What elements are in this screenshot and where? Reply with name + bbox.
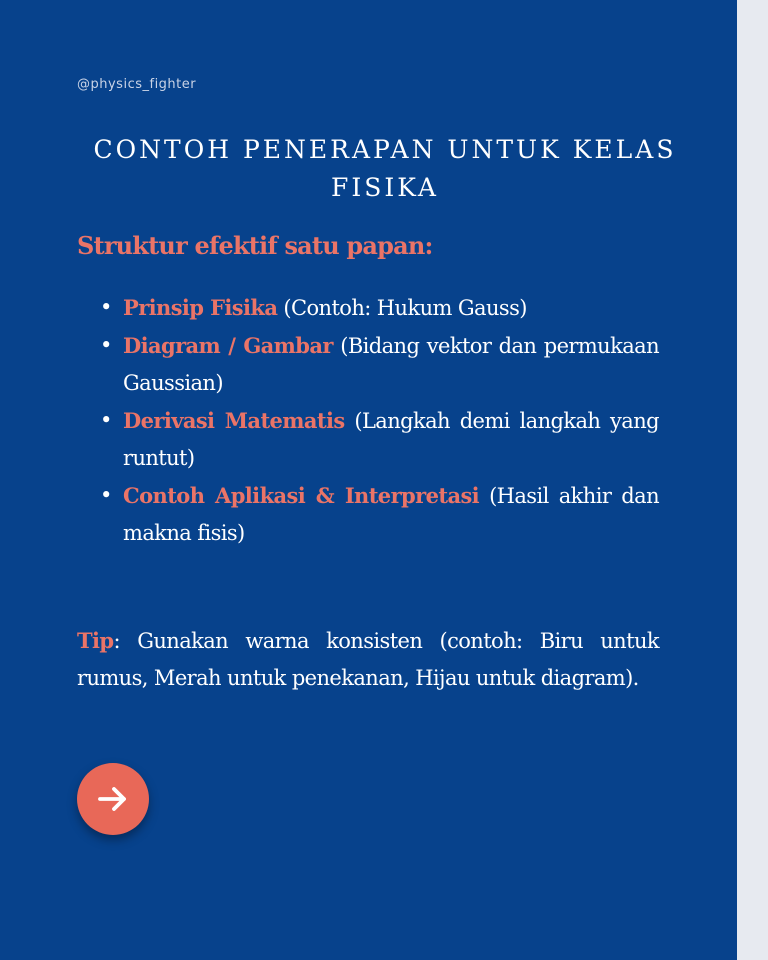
section-subheading: Struktur efektif satu papan:	[77, 231, 433, 260]
list-item	[100, 402, 659, 477]
arrow-right-icon	[93, 779, 133, 819]
list-item	[100, 289, 659, 327]
bullet-icon: •	[100, 483, 112, 507]
structure-list	[100, 289, 659, 552]
bullet-icon: •	[100, 408, 112, 432]
list-item-term: Derivasi Matematis	[123, 408, 345, 433]
list-item	[100, 477, 659, 552]
side-strip	[737, 0, 768, 960]
list-item-term: Contoh Aplikasi & Interpretasi	[123, 483, 480, 508]
bullet-icon: •	[100, 333, 112, 357]
list-item-desc: (Bidang vektor dan permukaan Gaussian)	[123, 334, 659, 395]
list-item-desc: (Hasil akhir dan makna fisis)	[123, 484, 659, 545]
tip-text: : Gunakan warna konsisten (contoh: Biru untuk rumus, Merah untuk penekanan, Hijau untuk diagram).	[77, 629, 659, 690]
author-handle: @physics_fighter	[77, 77, 197, 92]
list-item-term: Prinsip Fisika	[123, 295, 278, 320]
slide-title: CONTOH PENERAPAN UNTUK KELAS FISIKA	[93, 135, 677, 202]
list-item	[100, 327, 659, 402]
list-item-term: Diagram / Gambar	[123, 333, 333, 358]
bullet-icon: •	[100, 295, 112, 319]
list-item-desc: (Langkah demi langkah yang runtut)	[123, 409, 659, 470]
tip-label: Tip	[77, 628, 114, 653]
list-item-desc: (Contoh: Hukum Gauss)	[277, 296, 527, 320]
next-slide-button[interactable]	[77, 763, 149, 835]
tip-paragraph	[77, 622, 659, 697]
